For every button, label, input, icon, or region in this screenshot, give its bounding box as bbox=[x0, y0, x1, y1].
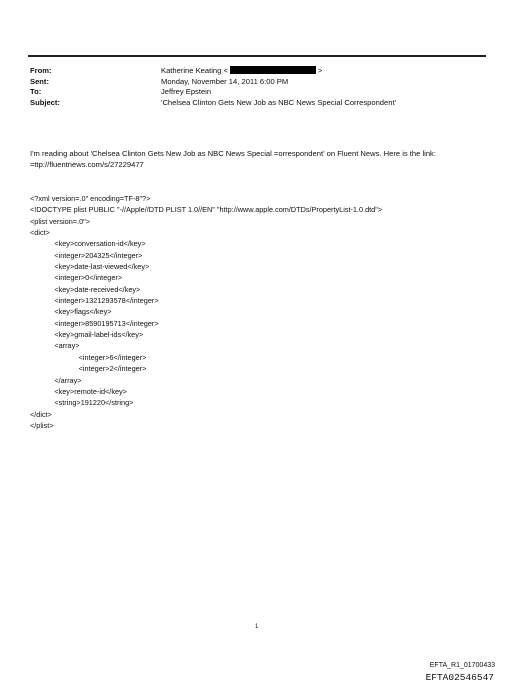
body-line: I'm reading about 'Chelsea Clinton Gets New Job as NBC News Special =orrespondent' on Fluent News. Here is the link: bbox=[30, 149, 436, 158]
from-label: From: bbox=[30, 66, 52, 75]
xml-line: </array> bbox=[30, 375, 82, 385]
xml-line: <key>date-last-viewed</key> bbox=[30, 262, 150, 272]
xml-line: <integer>2</integer> bbox=[30, 364, 147, 374]
xml-line: <dict> bbox=[30, 228, 50, 238]
header-rule bbox=[28, 55, 486, 57]
subject-value: 'Chelsea Clinton Gets New Job as NBC News Special Correspondent' bbox=[161, 97, 397, 107]
xml-line: <key>remote-id</key> bbox=[30, 386, 127, 396]
body-link: =ttp://fluentnews.com/s/27229477 bbox=[30, 160, 144, 169]
xml-line: <plist version=.0"> bbox=[30, 216, 90, 226]
sent-value: Monday, November 14, 2011 6:00 PM bbox=[161, 76, 289, 86]
xml-line: <!DOCTYPE plist PUBLIC "-//Apple//DTD PLIST 1.0//EN" "http://www.apple.com/DTDs/PropertyList-1.0.dtd"> bbox=[30, 205, 383, 215]
xml-line: <integer>6</integer> bbox=[30, 352, 147, 362]
xml-line: <string>191220</string> bbox=[30, 398, 134, 408]
sent-row bbox=[30, 77, 396, 88]
xml-line: <key>gmail-label-ids</key> bbox=[30, 330, 144, 340]
xml-line: <key>flags</key> bbox=[30, 307, 112, 317]
page-number: 1 bbox=[255, 624, 259, 630]
xml-line: <integer>0</integer> bbox=[30, 273, 123, 283]
plist-xml-block bbox=[30, 193, 382, 431]
xml-line: <key>conversation-id</key> bbox=[30, 239, 146, 249]
to-value: Jeffrey Epstein bbox=[161, 87, 212, 97]
xml-line: </dict> bbox=[30, 409, 52, 419]
xml-line: <integer>204325</integer> bbox=[30, 250, 143, 260]
sent-label: Sent: bbox=[30, 76, 49, 86]
to-label: To: bbox=[30, 87, 42, 97]
subject-row bbox=[30, 98, 396, 109]
to-row bbox=[30, 87, 396, 98]
xml-line: <integer>1321293578</integer> bbox=[30, 296, 159, 306]
email-body bbox=[30, 148, 492, 170]
xml-line: <integer>8590195713</integer> bbox=[30, 318, 159, 328]
xml-line: <key>date-received</key> bbox=[30, 284, 141, 294]
xml-line: </plist> bbox=[30, 420, 54, 430]
xml-line: <array> bbox=[30, 341, 80, 351]
redaction-bar bbox=[230, 66, 316, 74]
bates-number-2: EFTA02546547 bbox=[425, 672, 494, 683]
from-value: Katherine Keating < > bbox=[161, 66, 323, 75]
bates-number-1: EFTA_R1_01700433 bbox=[429, 662, 495, 669]
subject-label: Subject: bbox=[30, 97, 60, 107]
email-header bbox=[30, 66, 396, 108]
from-row bbox=[30, 66, 396, 77]
xml-line: <?xml version=.0" encoding=TF-8"?> bbox=[30, 194, 151, 203]
